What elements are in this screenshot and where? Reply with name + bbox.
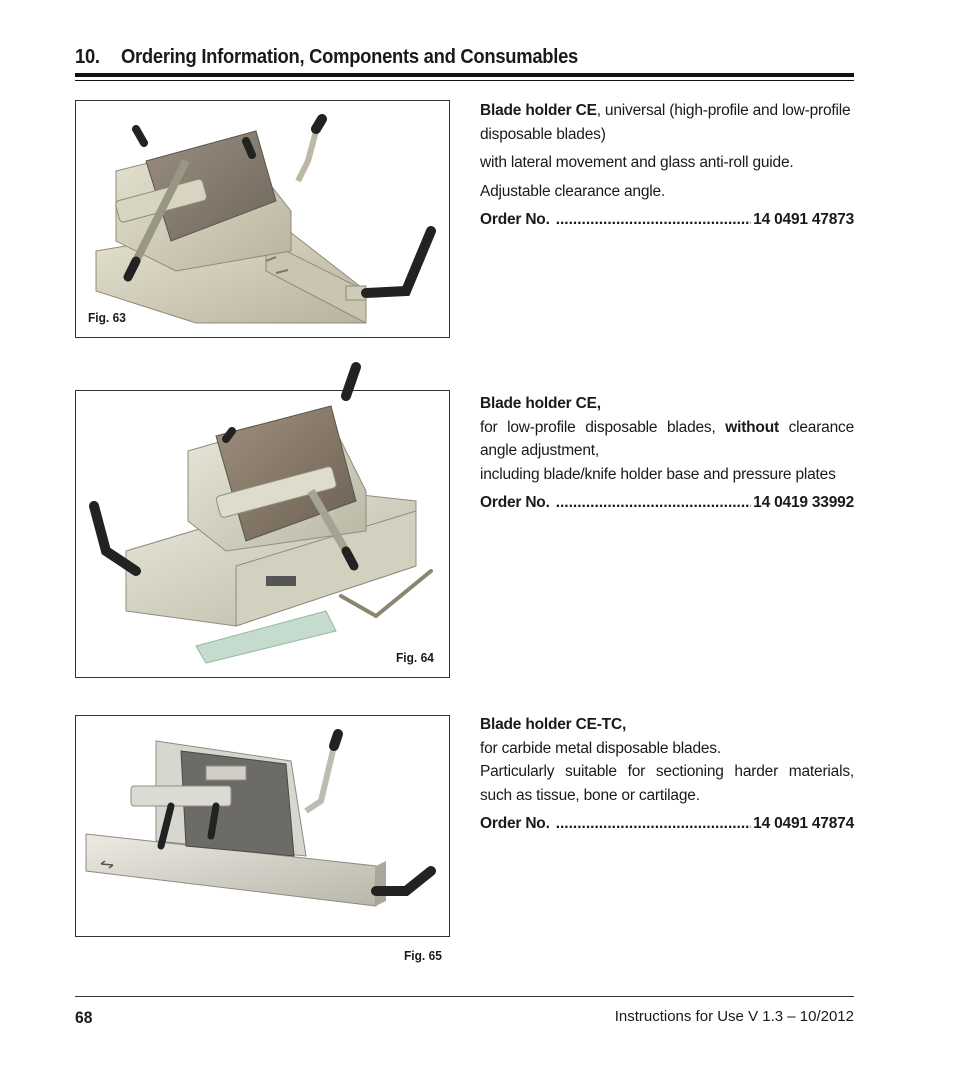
figure-caption: Fig. 64 <box>396 650 434 665</box>
order-label: Order No. <box>480 494 550 511</box>
figure-65 <box>75 715 450 937</box>
item-blade-holder-ce-low-profile <box>480 392 854 515</box>
figure-caption: Fig. 65 <box>404 948 442 963</box>
leader-dots <box>556 491 751 515</box>
item-title: Blade holder CE, <box>480 395 601 412</box>
item-title: Blade holder CE <box>480 102 597 119</box>
emphasis-text: without <box>725 418 779 436</box>
footer-rule <box>75 996 854 997</box>
item-description-line: for carbide metal disposable blades. <box>480 739 721 757</box>
order-label: Order No. <box>480 211 550 228</box>
leader-dots <box>556 812 751 836</box>
figure-64 <box>75 390 450 678</box>
order-number: 14 0491 47873 <box>753 211 854 228</box>
item-description: for low-profile disposable blades, <box>480 418 726 436</box>
order-number: 14 0491 47874 <box>753 815 854 832</box>
figure-caption: Fig. 63 <box>88 310 126 325</box>
order-number: 14 0419 33992 <box>753 494 854 511</box>
item-description: , universal (high-profile and low-profile disposable blades) <box>480 102 851 143</box>
header-rule <box>75 73 854 77</box>
item-description-line: with lateral movement and glass anti-roll guide. <box>480 154 794 171</box>
blade-holder-ce-tc-image <box>76 716 449 936</box>
item-title: Blade holder CE-TC, <box>480 716 627 733</box>
blade-holder-ce-low-profile-image <box>76 391 449 677</box>
header-rule-thin <box>75 80 854 81</box>
section-title: Ordering Information, Components and Consumables <box>121 46 579 68</box>
figure-63 <box>75 100 450 338</box>
item-blade-holder-ce-universal <box>480 99 854 232</box>
leader-dots <box>556 208 751 232</box>
section-heading <box>75 46 792 69</box>
page-number: 68 <box>75 1008 93 1027</box>
order-line <box>480 491 854 515</box>
order-line <box>480 812 854 836</box>
item-description-line: Adjustable clearance angle. <box>480 182 666 200</box>
item-description-line: Particularly suitable for sectioning harder materials, such as tissue, bone or cartilage. <box>480 763 854 804</box>
document-version: Instructions for Use V 1.3 – 10/2012 <box>614 1008 854 1025</box>
section-number: 10. <box>75 46 100 68</box>
blade-holder-ce-universal-image <box>76 101 449 337</box>
item-blade-holder-ce-tc <box>480 713 854 836</box>
item-description: clearance angle adjustment, <box>480 418 854 459</box>
order-line <box>480 208 854 232</box>
order-label: Order No. <box>480 815 550 832</box>
item-description-line: including blade/knife holder base and pressure plates <box>480 465 836 483</box>
